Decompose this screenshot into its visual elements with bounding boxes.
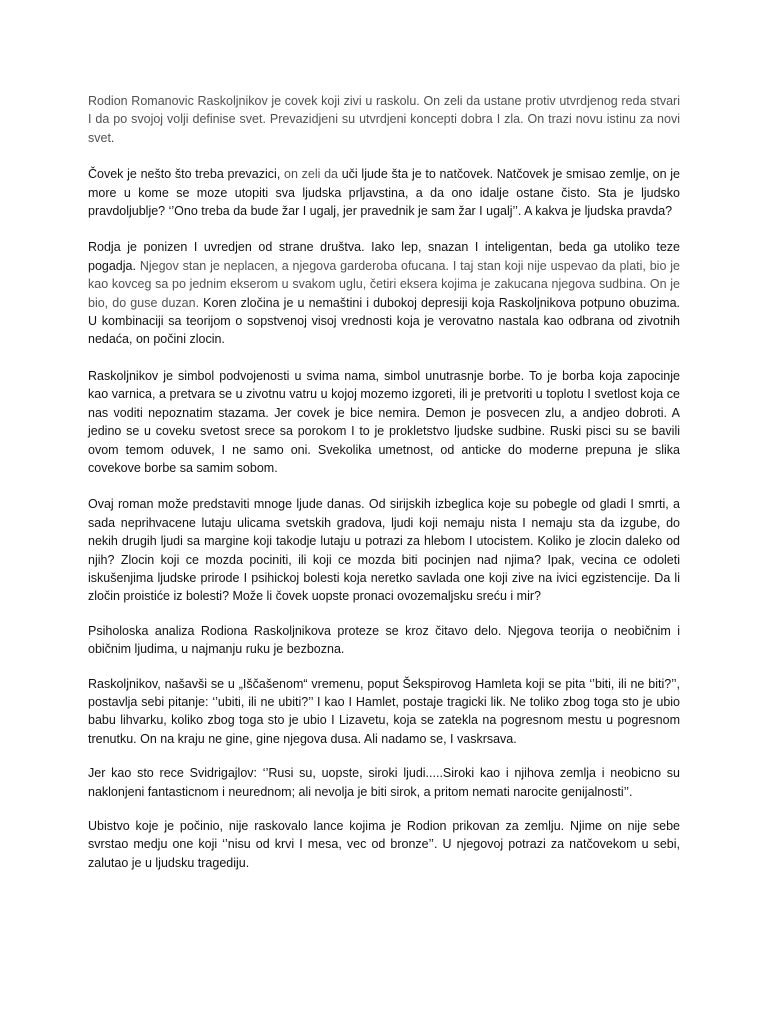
paragraph-ubistvo: Ubistvo koje je počinio, nije raskovalo lance kojima je Rodion prikovan za zemlju. Njime on nije sebe svrstao medju one koji ‘’nisu od krvi I mesa, vec od bronze’’. U njegovoj potrazi za natčovekom u sebi, zalutao je u ljudsku tragediju. [88,819,680,870]
text-run-grey: on zeli da [284,167,342,182]
text-run: Koren zločina je u nemaštini i dubokoj depresiji koja Raskoljnikova potpuno obuzima. U kombinaciji sa teorijom o sopstvenoj visoj vrednosti koja je verovatno nastala kao odbrana od zivotnih nedaća, on počini zlocin. [88,295,680,347]
text-run: uči ljude šta je to natčovek. Natčovek je smisao zemlje, on je more u kome se moze utopiti sva ljudska prljavstina, a da ono idalje ostane čisto. Sta je ljudsko pravdoljublje? ‘’Ono treba da bude žar I ugalj, jer pravednik je sam žar I ugalj’’. A kakva je ljudska pravda? [88,167,681,219]
text-run: Čovek je nešto što treba prevazici, [88,167,285,182]
paragraph-roman-danas: Ovaj roman može predstaviti mnoge ljude danas. Od sirijskih izbeglica koje su pobegle od gladi I smrti, a sada neprihvacene lutaju ulicama svetskih gradova, ljudi koji nemaju nista I nemaju sta da izgube, do nekih drugih ljudi sa margine koji takodje lutaju u potrazi za hlebom I utocistem. Koliko je zlocin daleko od njih? Zlocin koji ce mozda pociniti, ili koji ce mozda biti pocinjen nad njima? Ipak, vecina ce odoleti iskušenjima ljudske prirode I psihickoj bolesti koja neretko savlada one koji zive na ivici egzistencije. Da li zločin proistiće iz bolesti? Može li čovek uopste pronaci ovozemaljsku sreću i mir? [88,497,680,604]
paragraph-intro: Rodion Romanovic Raskoljnikov je covek koji zivi u raskolu. On zeli da ustane protiv utvrdjenog reda stvari I da po svojoj volji definise svet. Prevazidjeni su utvrdjeni koncepti dobra I zla. On trazi novu istinu za novi svet. [88,94,680,145]
text-run-grey: Njegov stan je neplacen, a njegova garderoba ofucana. I taj stan koji nije uspevao da plati, bio je kao kovceg sa po jednim ekserom u svakom uglu, četiri eksera kojima je zakucana njegova sudbina. On je bio, do guse duzan. [88,258,680,310]
paragraph-podvojenost: Raskoljnikov je simbol podvojenosti u svima nama, simbol unutrasnje borbe. To je borba koja zapocinje kao varnica, a pretvara se u zivotnu vatru u kojoj mozemo izgoreti, ili je pretvoriti u toplotu I svetlost koja ce nas voditi nepoznatim stazama. Jer covek je bice nemira. Demon je posvecen zlu, a andjeo dobroti. A jedino se u coveku svetost srece sa porokom I to je prokletstvo ljudske sudbine. Ruski pisci su se bavili ovom temom oduvek, I ne samo oni. Svekolika umetnost, od anticke do moderne prepuna je slika covekove borbe sa samim sobom. [88,368,680,475]
paragraph-svidrigajlov: Jer kao sto rece Svidrigajlov: ‘’Rusi su, uopste, siroki ljudi.....Siroki kao i njihova zemlja i neobicno su naklonjeni fantasticnom i neurednom; ali nevolja je biti sirok, a pritom nemati narocite genijalnosti’’. [88,766,680,799]
paragraph-rodja [88,238,680,348]
paragraph-hamlet: Raskoljnikov, našavši se u „Iščašenom“ vremenu, poput Šekspirovog Hamleta koji se pita ‘’biti, ili ne biti?’’, postavlja sebi pitanje: ‘’ubiti, ili ne ubiti?’’ I kao I Hamlet, postaje tragicki lik. Ne toliko zbog toga sto je ubio babu lihvarku, koliko zbog toga sto je ubio I Lizavetu, koja se zatekla na pogresnom mestu u pogresnom trenutku. On na kraju ne gine, gine njegova dusa. Ali nadamo se, I vaskrsava. [88,676,680,746]
text-run: Rodja je ponizen I uvredjen od strane društva. Iako lep, snazan I inteligentan, beda ga utoliko teze pogadja. [88,240,680,273]
paragraph-natcovek [88,165,680,220]
paragraph-psiholoska-analiza: Psiholoska analiza Rodiona Raskoljnikova proteze se kroz čitavo delo. Njegova teorija o neobičnim i običnim ljudima, u najmanju ruku je bezbozna. [88,623,680,657]
